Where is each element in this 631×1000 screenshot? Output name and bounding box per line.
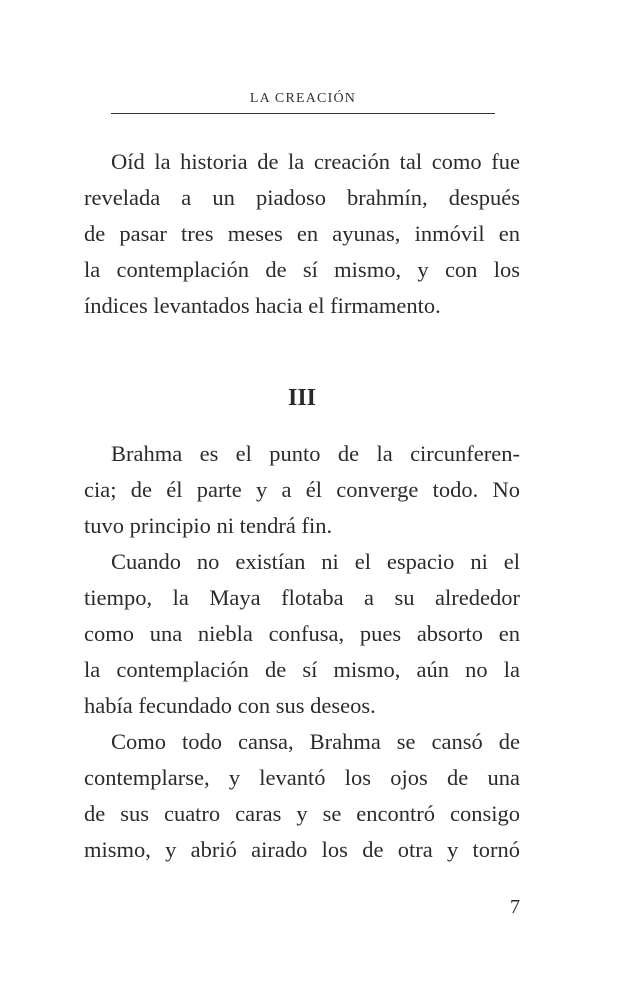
paragraph: [84, 724, 520, 868]
text-line: tuvo principio ni tendrá fin.: [84, 513, 333, 538]
text-line: Brahma es el punto de la circunferen-: [111, 441, 520, 466]
text-line: Oíd la historia de la creación tal como fue: [111, 149, 520, 174]
paragraph: [84, 436, 520, 544]
text-line: Cuando no existían ni el espacio ni el: [111, 549, 520, 574]
paragraph: [84, 544, 520, 724]
text-line: había fecundado con sus deseos.: [84, 693, 376, 718]
text-line: la contemplación de sí mismo, aún no la: [84, 657, 520, 682]
text-line: Como todo cansa, Brahma se cansó de: [111, 729, 520, 754]
text-line: revelada a un piadoso brahmín, después: [84, 185, 520, 210]
text-line: como una niebla confusa, pues absorto en: [84, 621, 520, 646]
section-number: III: [287, 385, 317, 411]
page-number: 7: [510, 896, 520, 918]
text-line: de pasar tres meses en ayunas, inmóvil en: [84, 221, 520, 246]
text-line: cia; de él parte y a él converge todo. No: [84, 477, 520, 502]
text-line: contemplarse, y levantó los ojos de una: [84, 765, 520, 790]
text-line: mismo, y abrió airado los de otra y tornó: [84, 837, 520, 862]
intro-paragraph: [84, 144, 520, 324]
header-rule: [111, 113, 495, 114]
text-line: la contemplación de sí mismo, y con los: [84, 257, 520, 282]
text-line: tiempo, la Maya flotaba a su alrededor: [84, 585, 520, 610]
text-line: de sus cuatro caras y se encontró consigo: [84, 801, 520, 826]
running-head: LA CREACIÓN: [249, 91, 357, 106]
text-line: índices levantados hacia el firmamento.: [84, 293, 441, 318]
